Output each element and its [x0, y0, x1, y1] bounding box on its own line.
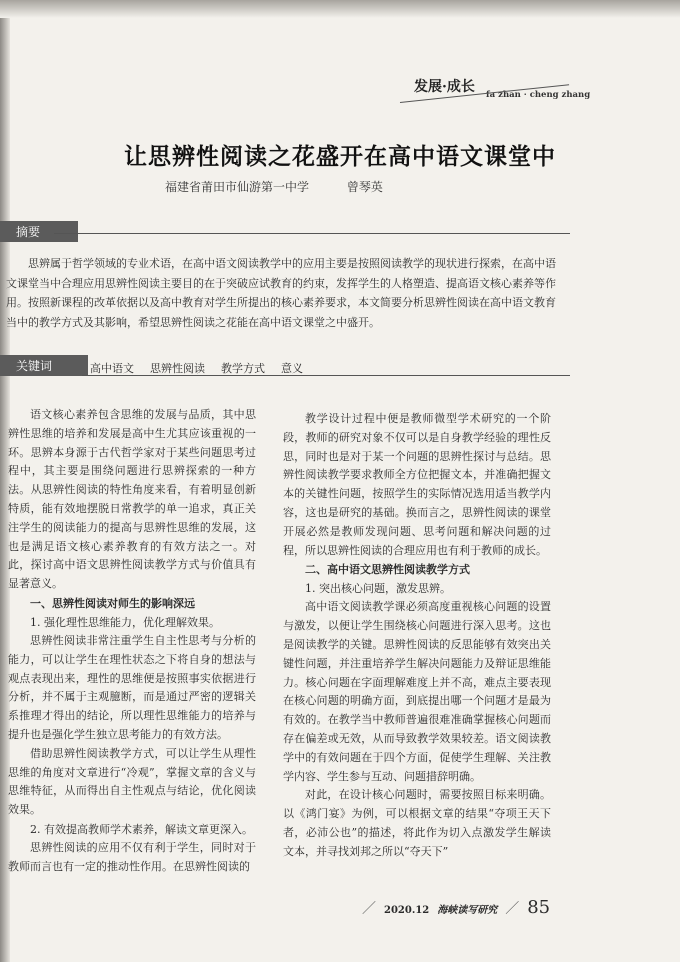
keyword: 思辨性阅读	[150, 362, 205, 375]
scan-top-shadow	[0, 0, 680, 18]
abstract-rule	[54, 233, 570, 234]
keyword: 意义	[281, 362, 303, 375]
footer-slash-icon: ／	[362, 901, 376, 917]
keyword-list	[90, 360, 303, 376]
keyword: 高中语文	[90, 362, 134, 375]
body-paragraph: 对此，在设计核心问题时，需要按照目标来明确。以《鸿门宴》为例，可以根据文章的结果“夺项王天下者，必沛公也”的描述，将此作为切入点激发学生解读文本，并寻找刘邦之所以“夺天下”	[283, 788, 551, 858]
section-heading-1: 一、思辨性阅读对师生的影响深远	[30, 596, 195, 610]
right-column	[283, 410, 551, 862]
page-number: 85	[527, 897, 551, 918]
abstract-text: 思辨属于哲学领域的专业术语，在高中语文阅读教学中的应用主要是按照阅读教学的现状进行探索，在高中语文课堂当中合理应用思辨性阅读主要目的在于突破应试教育的约束，发挥学生的人格塑造、提高语文核心素养等作用。按照新课程的改革依据以及高中教育对学生所提出的核心素养要求，本文简要分析思辨性阅读在高中语文教育当中的教学方式及其影响，希望思辨性阅读之花能在高中语文课堂之中盛开。	[6, 257, 556, 329]
intro-paragraph: 语文核心素养包含思维的发展与品质，其中思辨性思维的培养和发展是高中生尤其应该重视的一环。思辨本身源于古代哲学家对于某些问题思考过程中，其主要是围绕问题进行思辨探索的一种方法。从思辨性阅读的特性角度来看，有着明显创新特质，能有效地摆脱日常教学的单一追求，真正关注学生的阅读能力的提高与思辨性思维的发展，这也是满足语文核心素养教育的有效方法之一。对此，探讨高中语文思辨性阅读教学方式与价值具有显著意义。	[8, 408, 256, 591]
abstract-label: 摘要	[0, 221, 78, 242]
section-name-pinyin: fa zhan · cheng zhang	[486, 90, 591, 100]
body-paragraph: 教学设计过程中便是教师微型学术研究的一个阶段，教师的研究对象不仅可以是自身教学经验的理性反思，同时也是对于某一个问题的思辨性探讨与总结。思辨性阅读教学要求教师全方位把握文本，并准确把握文本的关键性问题，按照学生的实际情况选用适当教学内容，这也是研究的基础。换而言之，思辨性阅读的课堂开展必然是教师发现问题、思考问题和解决问题的过程，所以思辨性阅读的合理应用也有利于教师的成长。	[283, 412, 551, 557]
article-title: 让思辨性阅读之花盛开在高中语文课堂中	[124, 143, 556, 170]
abstract-body	[6, 254, 562, 332]
body-paragraph: 借助思辨性阅读教学方式，可以让学生从理性思维的角度对文章进行“冷观”，掌握文章的含义与思维特征，从而得出自主性观点与结论，优化阅读效果。	[8, 746, 256, 817]
section-heading-2: 二、高中语文思辨性阅读教学方式	[305, 563, 470, 577]
keywords-rule	[82, 375, 570, 376]
body-paragraph: 思辨性阅读的应用不仅有利于学生，同时对于教师而言也有一定的推动性作用。在思辨性阅读的	[8, 840, 256, 873]
section-header	[400, 74, 680, 108]
issue-date: 2020.12	[384, 905, 430, 916]
byline	[165, 178, 383, 195]
subsection-heading-2-1: 1. 突出核心问题，激发思辨。	[305, 582, 451, 596]
journal-name: 海峡读写研究	[437, 905, 498, 916]
footer-slash-icon: ／	[505, 901, 520, 917]
subsection-heading-1-1: 1. 强化理性思维能力，优化理解效果。	[30, 615, 220, 629]
page-footer	[362, 897, 550, 918]
left-column	[8, 406, 256, 877]
keywords-label: 关键词	[0, 355, 88, 376]
section-name: 发展·成长	[414, 79, 475, 95]
body-paragraph: 高中语文阅读教学课必须高度重视核心问题的设置与激发，以便让学生围绕核心问题进行深入思考。这也是阅读教学的关键。思辨性阅读的反思能够有效突出关键性问题，并注重培养学生解决问题能力及辩证思维能力。核心问题在字面理解难度上并不高，难点主要表现在核心问题的明确方面，到底提出哪一个问题才是最为有效的。在教学当中教师普遍很难准确掌握核心问题而存在偏差或无效，从而导致教学效果较差。语文阅读教学中的有效问题在于四个方面，促使学生理解、关注教学内容、学生参与互动、问题措辞明确。	[283, 600, 551, 783]
subsection-heading-1-2: 2. 有效提高教师学术素养，解读文章更深入。	[30, 822, 253, 836]
keyword: 教学方式	[221, 362, 265, 375]
author: 曾琴英	[346, 180, 383, 194]
affiliation: 福建省莆田市仙游第一中学	[165, 180, 310, 194]
body-paragraph: 思辨性阅读非常注重学生自主性思考与分析的能力，可以让学生在理性状态之下将自身的想法与观点表现出来，理性的思维便是按照事实依据进行分析，并不属于主观臆断，而是通过严密的逻辑关系推理才得出的结论，所以理性思维能力的培养与提升也是强化学生独立思考能力的有效方法。	[8, 633, 256, 741]
